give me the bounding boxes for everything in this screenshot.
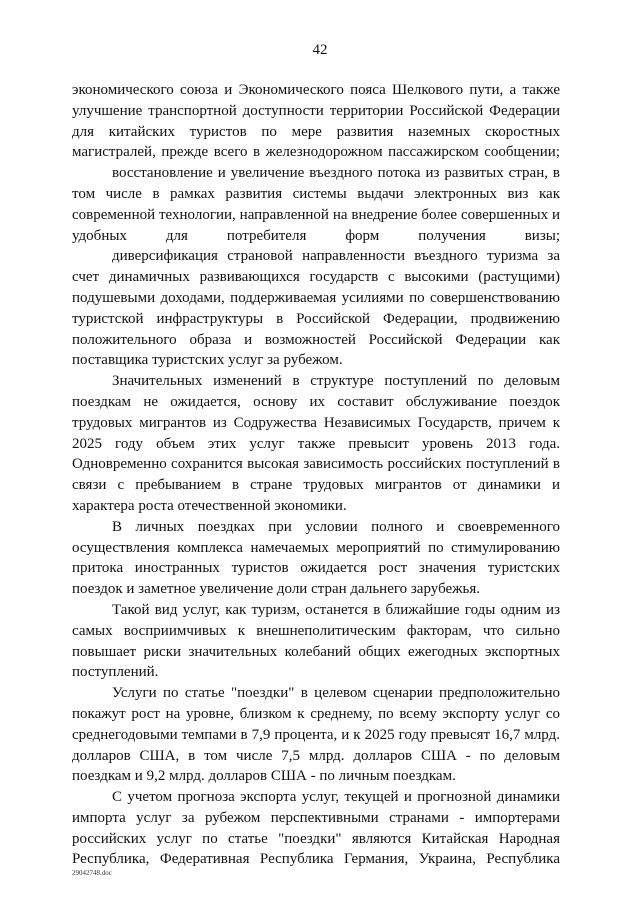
paragraph-continuation: экономического союза и Экономического пояса Шелкового пути, а также улучшение транспортной доступности территории Российской Федерации для китайских туристов по мере развития наземных скоростных магистралей, прежде всего в железнодорожном пассажирском сообщении; — [72, 82, 560, 161]
paragraph-personal-trips: В личных поездках при условии полного и своевременного осуществления комплекса намечаемых мероприятий по стимулированию притока иностранных туристов ожидается рост значения туристских поездок и заметное увеличение доли стран дальнего зарубежья. — [72, 518, 560, 598]
paragraph-trips-forecast: Услуги по статье "поездки" в целевом сценарии предположительно покажут рост на уровне, близком к среднему, по всему экспорту услуг со среднегодовыми темпами в 7,9 процента, и к 2025 году превысят 16,7 млрд. долларов США, в том числе 7,5 млрд. долларов США - по деловым поездкам и 9,2 млрд. долларов США - по личным поездкам. — [72, 685, 560, 785]
document-file-code: 29042748.doc — [72, 869, 112, 877]
paragraph-diversification: диверсификация страновой направленности въездного туризма за счет динамичных развивающихся государств с высокими (растущими) подушевыми доходами, поддерживаемая усилиями по совершенствованию туристской инфраструктуры в Российской Федерации, продвижению положительного образа и возможностей Российской Федерации как поставщика туристских услуг за рубежом. — [72, 248, 560, 369]
paragraph-inbound-flow: восстановление и увеличение въездного потока из развитых стран, в том числе в рамках развития системы выдачи электронных виз как современной технологии, направленной на внедрение более совершенных и удобных для потребителя форм получения визы; — [72, 165, 560, 244]
page-number: 42 — [312, 42, 328, 58]
paragraph-importers: С учетом прогноза экспорта услуг, текущей и прогнозной динамики импорта услуг за рубежом перспективными странами - импортерами российских услуг по статье "поездки" являются Китайская Народная Республика, Федеративная Республика Германия, Украина, Республика — [72, 789, 560, 868]
document-body — [72, 80, 560, 870]
paragraph-tourism-risks: Такой вид услуг, как туризм, останется в ближайшие годы одним из самых восприимчивых к внешнеполитическим факторам, что сильно повышает риски значительных колебаний общих ежегодных экспортных поступлений. — [72, 601, 560, 681]
paragraph-business-trips: Значительных изменений в структуре поступлений по деловым поездкам не ожидается, основу их составит обслуживание поездок трудовых мигрантов из Содружества Независимых Государств, причем к 2025 году объем этих услуг также превысит уровень 2013 года. Одновременно сохранится высокая зависимость российских поступлений в связи с пребыванием в стране трудовых мигрантов от динамики и характера роста отечественной экономики. — [72, 373, 560, 514]
